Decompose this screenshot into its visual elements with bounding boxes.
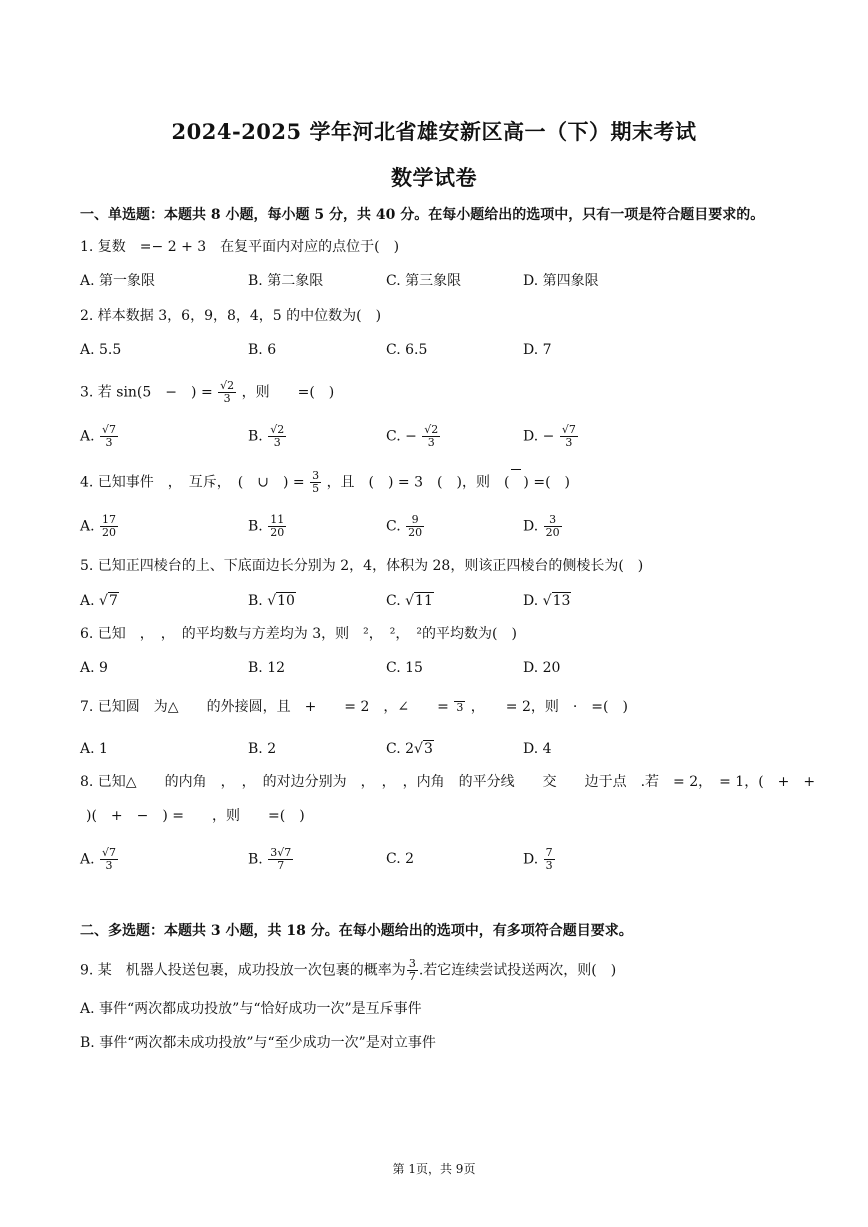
question-9-stem [80, 958, 616, 983]
question-3-option-d [523, 424, 579, 449]
question-2-option-a: A. 5.5 [80, 342, 122, 358]
question-2-option-c: C. 6.5 [386, 342, 428, 358]
option-fraction [100, 847, 118, 872]
fraction-numerator: 3 [408, 957, 416, 970]
option-label: D. [523, 593, 539, 609]
question-2-stem: 2. 样本数据 3，6，9，8，4，5 的中位数为( ) [80, 308, 382, 324]
complement-overline [509, 473, 523, 493]
sqrt-radicand: 10 [277, 593, 295, 609]
fraction-numerator: 3√7 [270, 846, 292, 859]
fraction-numerator: 11 [270, 513, 285, 526]
question-6-option-c: C. 15 [386, 660, 423, 676]
question-1-option-c: C. 第三象限 [386, 273, 462, 289]
sqrt-symbol: √3 [414, 741, 433, 757]
question-7-option-b: B. 2 [248, 741, 277, 757]
question-7-option-a: A. 1 [80, 741, 108, 757]
fraction-numerator: √7 [561, 423, 576, 436]
option-fraction [268, 514, 286, 539]
question-1-option-a: A. 第一象限 [80, 273, 156, 289]
question-3-option-a [80, 424, 119, 449]
question-8-option-a [80, 847, 119, 872]
question-5-option-d [523, 591, 571, 611]
question-4-option-d [523, 514, 563, 539]
question-9-stem-end: .若它连续尝试投送两次，则( ) [418, 962, 617, 979]
option-label: B. [248, 428, 263, 445]
sqrt-symbol: √7 [99, 593, 118, 609]
fraction-denominator: 20 [102, 526, 117, 539]
fraction-numerator: 3 [544, 514, 562, 527]
fraction-numerator: 17 [102, 513, 117, 526]
option-label: A. [80, 518, 95, 535]
fraction-denominator: 20 [545, 526, 560, 539]
option-fraction [268, 424, 286, 449]
fraction-denominator: 3 [456, 700, 464, 714]
fraction-denominator: 3 [105, 859, 113, 872]
option-label: C. [386, 518, 401, 535]
fraction-denominator: 20 [270, 526, 285, 539]
fraction-denominator: 7 [277, 859, 285, 872]
option-label: D. [523, 851, 539, 868]
question-7-stem-start: 7. 已知圆 为△ 的外接圆，且 + = 2 ，∠ = [80, 699, 449, 715]
question-4-stem [80, 470, 570, 495]
sqrt-radicand: 3 [423, 741, 433, 757]
question-4-stem-end: ) =( ) [523, 474, 570, 491]
fraction-denominator: 3 [545, 859, 553, 872]
fraction-numerator: 9 [406, 514, 424, 527]
option-fraction [422, 424, 440, 449]
fraction-denominator: 3 [273, 436, 281, 449]
fraction-denominator: 5 [312, 482, 320, 495]
question-7-stem-end: ， = 2，则 · =( ) [470, 699, 628, 715]
question-8-option-c: C. 2 [386, 851, 415, 867]
fraction-denominator: 20 [408, 526, 423, 539]
option-fraction [100, 514, 118, 539]
question-6-option-b: B. 12 [248, 660, 286, 676]
question-9-option-a: A. 事件“两次都成功投放”与“恰好成功一次”是互斥事件 [80, 1001, 422, 1017]
option-label: D. [523, 518, 539, 535]
question-3-option-c [386, 424, 441, 449]
question-4-option-c [386, 514, 425, 539]
question-7-option-c [386, 739, 434, 759]
fraction-numerator: 3 [312, 469, 320, 482]
sqrt-symbol: √13 [542, 593, 571, 609]
fraction-denominator: 3 [105, 436, 113, 449]
fraction-denominator: 7 [408, 970, 416, 983]
sqrt-symbol: √10 [267, 593, 295, 609]
sqrt-radicand: 11 [415, 593, 433, 609]
fraction-numerator: √2 [220, 379, 235, 392]
question-3-option-b [248, 424, 287, 449]
question-4-option-b [248, 514, 287, 539]
option-label: A. [80, 593, 95, 609]
option-fraction [560, 424, 578, 449]
sqrt-radicand: 7 [108, 593, 118, 609]
option-label: C. − [386, 428, 417, 445]
question-5-option-b [248, 591, 296, 611]
page-subtitle: 数学试卷 [391, 165, 477, 190]
fraction-numerator: 7 [545, 846, 553, 859]
fraction-denominator: 3 [427, 436, 435, 449]
question-7-option-d: D. 4 [523, 741, 552, 757]
question-2-option-b: B. 6 [248, 342, 277, 358]
option-fraction [100, 424, 118, 449]
question-3-fraction [218, 380, 236, 405]
question-1-stem: 1. 复数 =− 2 + 3 在复平面内对应的点位于( ) [80, 239, 400, 255]
question-7-stem [80, 697, 628, 717]
fraction-numerator: √7 [102, 423, 117, 436]
question-5-stem: 5. 已知正四棱台的上、下底面边长分别为 2，4，体积为 28，则该正四棱台的侧棱长为( ) [80, 558, 644, 574]
question-1-option-d: D. 第四象限 [523, 273, 599, 289]
question-9-stem-start: 9. 某 机器人投送包裹，成功投放一次包裹的概率为 [80, 962, 406, 979]
section-heading-single-choice: 一、单选题：本题共 8 小题，每小题 5 分，共 40 分。在每小题给出的选项中，只有一项是符合题目要求的。 [80, 207, 765, 223]
question-4-stem-start: 4. 已知事件 ， 互斥， ( ∪ ) = [80, 474, 305, 491]
question-2-option-d: D. 7 [523, 342, 552, 358]
option-fraction [406, 514, 424, 539]
section-heading-multiple-choice: 二、多选题：本题共 3 小题，共 18 分。在每小题给出的选项中，有多项符合题目要求。 [80, 923, 633, 939]
question-8-stem-line-1: 8. 已知△ 的内角 ， ， 的对边分别为 ， ， ，内角 的平分线 交 边于点 .若 = 2， = 1，( + + [80, 774, 816, 790]
question-8-option-b [248, 847, 294, 872]
question-9-option-b: B. 事件“两次都未成功投放”与“至少成功一次”是对立事件 [80, 1035, 436, 1051]
option-label: C. 2 [386, 741, 415, 757]
question-8-option-d [523, 847, 556, 872]
option-label: B. [248, 851, 263, 868]
sqrt-radicand: 13 [552, 593, 571, 609]
fraction-denominator: 3 [223, 392, 231, 405]
fraction-denominator: 3 [565, 436, 573, 449]
option-label: C. [386, 593, 401, 609]
option-label: B. [248, 518, 263, 535]
option-label: A. [80, 851, 95, 868]
question-3-stem-end: ，则 =( ) [241, 384, 335, 401]
question-5-option-a [80, 591, 119, 611]
question-4-stem-middle: ，且 ( ) = 3 ( )，则 ( [326, 474, 510, 491]
question-5-option-c [386, 591, 434, 611]
question-3-stem-start: 3. 若 sin(5 − ) = [80, 384, 213, 401]
question-6-option-d: D. 20 [523, 660, 561, 676]
fraction-numerator: √7 [102, 846, 117, 859]
question-6-stem: 6. 已知 ， ， 的平均数与方差均为 3，则 ²， ²， ²的平均数为( ) [80, 626, 517, 642]
question-9-fraction [407, 958, 418, 983]
option-label: A. [80, 428, 95, 445]
fraction-numerator: √2 [424, 423, 439, 436]
option-fraction [268, 847, 293, 872]
question-4-fraction [310, 470, 321, 495]
question-6-option-a: A. 9 [80, 660, 108, 676]
question-1-option-b: B. 第二象限 [248, 273, 324, 289]
page-footer: 第 1页，共 9页 [392, 1162, 476, 1176]
fraction-numerator: √2 [270, 423, 285, 436]
option-label: D. − [523, 428, 555, 445]
question-7-fraction [454, 701, 465, 714]
question-3-stem [80, 380, 334, 405]
question-4-option-a [80, 514, 119, 539]
page-title: 2024-2025 学年河北省雄安新区高一（下）期末考试 [171, 119, 697, 144]
option-fraction [544, 514, 562, 539]
question-8-stem-line-2: )( + − ) = ，则 =( ) [86, 808, 305, 824]
option-fraction [544, 847, 555, 872]
option-label: B. [248, 593, 263, 609]
sqrt-symbol: √11 [405, 593, 433, 609]
